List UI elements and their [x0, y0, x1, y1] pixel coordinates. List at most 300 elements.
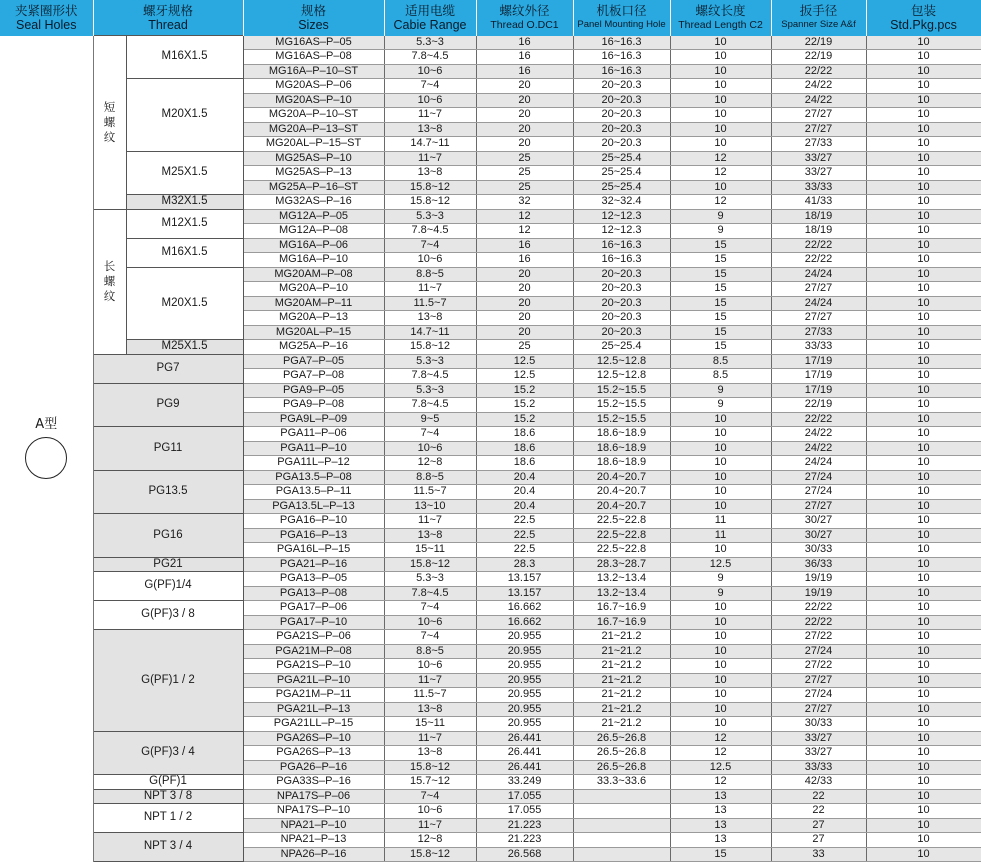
spanner-size-cell: 17/19	[771, 369, 866, 384]
spanner-size-cell: 22/19	[771, 36, 866, 50]
thread-length-cell: 10	[670, 543, 771, 558]
header-seal-holes: 夹紧圈形状 Seal Holes	[0, 0, 93, 36]
thread-length-cell: 13	[670, 833, 771, 848]
cable-range-cell: 14.7~11	[384, 137, 476, 152]
size-cell: MG20AM–P–11	[243, 296, 384, 311]
thread-spec-cell: M32X1.5	[126, 195, 243, 210]
thread-spec-cell: PG16	[93, 514, 243, 558]
size-cell: PGA11–P–06	[243, 427, 384, 442]
thread-od-cell: 20.955	[476, 659, 573, 674]
thread-od-cell: 25	[476, 340, 573, 355]
cable-range-cell: 11~7	[384, 514, 476, 529]
thread-od-cell: 17.055	[476, 789, 573, 804]
spanner-size-cell: 27/22	[771, 630, 866, 645]
thread-od-cell: 20.955	[476, 630, 573, 645]
panel-hole-cell: 21~21.2	[573, 702, 670, 717]
spanner-size-cell: 22/22	[771, 412, 866, 427]
std-pkg-cell: 10	[866, 717, 981, 732]
thread-spec-cell: M25X1.5	[126, 151, 243, 195]
size-cell: MG12A–P–05	[243, 209, 384, 224]
thread-od-cell: 26.568	[476, 847, 573, 862]
std-pkg-cell: 10	[866, 731, 981, 746]
size-cell: MG20AL–P–15	[243, 325, 384, 340]
spanner-size-cell: 30/33	[771, 717, 866, 732]
size-cell: PGA21S–P–06	[243, 630, 384, 645]
thread-od-cell: 16	[476, 253, 573, 268]
thread-length-cell: 15	[670, 311, 771, 326]
panel-hole-cell: 16~16.3	[573, 64, 670, 79]
header-panel-hole: 机板口径 Panel Mounting Hole	[573, 0, 670, 36]
cable-range-cell: 11~7	[384, 282, 476, 297]
panel-hole-cell: 25~25.4	[573, 340, 670, 355]
size-cell: MG20A–P–10–ST	[243, 108, 384, 123]
thread-length-cell: 9	[670, 209, 771, 224]
thread-od-cell: 26.441	[476, 760, 573, 775]
thread-od-cell: 33.249	[476, 775, 573, 790]
std-pkg-cell: 10	[866, 804, 981, 819]
seal-circle-icon	[25, 437, 67, 479]
header-thread-length: 螺纹长度 Thread Length C2	[670, 0, 771, 36]
cable-range-cell: 7.8~4.5	[384, 586, 476, 601]
size-cell: PGA11–P–10	[243, 441, 384, 456]
panel-hole-cell: 20~20.3	[573, 122, 670, 137]
panel-hole-cell: 33.3~33.6	[573, 775, 670, 790]
spanner-size-cell: 22/19	[771, 50, 866, 65]
table-row	[0, 833, 981, 848]
thread-length-cell: 10	[670, 717, 771, 732]
thread-od-cell: 22.5	[476, 514, 573, 529]
spanner-size-cell: 17/19	[771, 354, 866, 369]
thread-length-cell: 12	[670, 195, 771, 210]
thread-od-cell: 22.5	[476, 543, 573, 558]
spanner-size-cell: 22/19	[771, 398, 866, 413]
std-pkg-cell: 10	[866, 528, 981, 543]
thread-od-cell: 18.6	[476, 427, 573, 442]
table-row	[0, 383, 981, 398]
size-cell: PGA17–P–06	[243, 601, 384, 616]
thread-spec-cell: M16X1.5	[126, 238, 243, 267]
thread-length-cell: 13	[670, 804, 771, 819]
thread-spec-cell: PG11	[93, 427, 243, 471]
spanner-size-cell: 18/19	[771, 224, 866, 239]
thread-od-cell: 16.662	[476, 615, 573, 630]
table-row	[0, 354, 981, 369]
size-cell: NPA17S–P–06	[243, 789, 384, 804]
panel-hole-cell: 15.2~15.5	[573, 383, 670, 398]
thread-length-cell: 10	[670, 412, 771, 427]
panel-hole-cell: 20~20.3	[573, 311, 670, 326]
std-pkg-cell: 10	[866, 137, 981, 152]
thread-od-cell: 16	[476, 64, 573, 79]
cable-range-cell: 15.8~12	[384, 760, 476, 775]
panel-hole-cell: 32~32.4	[573, 195, 670, 210]
cable-range-cell: 10~6	[384, 615, 476, 630]
size-cell: PGA26S–P–13	[243, 746, 384, 761]
cable-range-cell: 11~7	[384, 108, 476, 123]
thread-od-cell: 20	[476, 93, 573, 108]
table-row	[0, 630, 981, 645]
thread-od-cell: 20	[476, 267, 573, 282]
thread-od-cell: 20.955	[476, 644, 573, 659]
panel-hole-cell: 22.5~22.8	[573, 528, 670, 543]
table-row	[0, 731, 981, 746]
size-cell: NPA21–P–13	[243, 833, 384, 848]
seal-shape-cell	[0, 36, 93, 862]
spanner-size-cell: 27	[771, 818, 866, 833]
thread-spec-cell: NPT 3 / 8	[93, 789, 243, 804]
panel-hole-cell: 20~20.3	[573, 267, 670, 282]
cable-range-cell: 8.8~5	[384, 470, 476, 485]
thread-length-cell: 9	[670, 383, 771, 398]
panel-hole-cell	[573, 789, 670, 804]
cable-range-cell: 5.3~3	[384, 383, 476, 398]
thread-od-cell: 25	[476, 166, 573, 181]
size-cell: PGA11L–P–12	[243, 456, 384, 471]
size-cell: MG16A–P–10–ST	[243, 64, 384, 79]
spanner-size-cell: 41/33	[771, 195, 866, 210]
cable-range-cell: 5.3~3	[384, 572, 476, 587]
std-pkg-cell: 10	[866, 818, 981, 833]
header-spanner-size: 扳手径 Spanner Size A&f	[771, 0, 866, 36]
thread-length-cell: 9	[670, 224, 771, 239]
std-pkg-cell: 10	[866, 354, 981, 369]
thread-length-cell: 10	[670, 36, 771, 50]
cable-range-cell: 5.3~3	[384, 354, 476, 369]
size-cell: PGA21S–P–10	[243, 659, 384, 674]
cable-range-cell: 10~6	[384, 659, 476, 674]
spanner-size-cell: 19/19	[771, 572, 866, 587]
spanner-size-cell: 24/22	[771, 441, 866, 456]
size-cell: MG16AS–P–05	[243, 36, 384, 50]
thread-spec-cell: PG21	[93, 557, 243, 572]
std-pkg-cell: 10	[866, 325, 981, 340]
size-cell: MG25AS–P–10	[243, 151, 384, 166]
spanner-size-cell: 27/24	[771, 688, 866, 703]
thread-spec-cell: M16X1.5	[126, 36, 243, 79]
size-cell: MG16AS–P–08	[243, 50, 384, 65]
panel-hole-cell: 18.6~18.9	[573, 427, 670, 442]
thread-length-cell: 10	[670, 702, 771, 717]
panel-hole-cell: 21~21.2	[573, 717, 670, 732]
size-cell: MG20AL–P–15–ST	[243, 137, 384, 152]
std-pkg-cell: 10	[866, 833, 981, 848]
spanner-size-cell: 22/22	[771, 601, 866, 616]
panel-hole-cell: 18.6~18.9	[573, 456, 670, 471]
std-pkg-cell: 10	[866, 760, 981, 775]
thread-length-cell: 13	[670, 789, 771, 804]
panel-hole-cell: 20~20.3	[573, 108, 670, 123]
std-pkg-cell: 10	[866, 383, 981, 398]
thread-spec-cell: M25X1.5	[126, 340, 243, 355]
cable-range-cell: 11~7	[384, 151, 476, 166]
table-row	[0, 572, 981, 587]
thread-length-cell: 9	[670, 572, 771, 587]
panel-hole-cell	[573, 833, 670, 848]
size-cell: PGA9L–P–09	[243, 412, 384, 427]
std-pkg-cell: 10	[866, 209, 981, 224]
cable-range-cell: 7~4	[384, 601, 476, 616]
cable-range-cell: 7.8~4.5	[384, 224, 476, 239]
std-pkg-cell: 10	[866, 267, 981, 282]
thread-od-cell: 20.4	[476, 485, 573, 500]
cable-range-cell: 15.8~12	[384, 180, 476, 195]
thread-od-cell: 18.6	[476, 456, 573, 471]
spanner-size-cell: 30/27	[771, 514, 866, 529]
panel-hole-cell: 22.5~22.8	[573, 514, 670, 529]
thread-length-cell: 12	[670, 166, 771, 181]
cable-range-cell: 8.8~5	[384, 644, 476, 659]
cable-range-cell: 7~4	[384, 789, 476, 804]
std-pkg-cell: 10	[866, 456, 981, 471]
cable-range-cell: 13~8	[384, 746, 476, 761]
thread-od-cell: 20	[476, 122, 573, 137]
std-pkg-cell: 10	[866, 470, 981, 485]
table-row	[0, 427, 981, 442]
thread-od-cell: 20	[476, 311, 573, 326]
size-cell: MG20A–P–10	[243, 282, 384, 297]
panel-hole-cell: 21~21.2	[573, 688, 670, 703]
thread-od-cell: 15.2	[476, 383, 573, 398]
spanner-size-cell: 36/33	[771, 557, 866, 572]
cable-range-cell: 15.8~12	[384, 557, 476, 572]
panel-hole-cell: 20~20.3	[573, 79, 670, 94]
cable-range-cell: 13~8	[384, 166, 476, 181]
spanner-size-cell: 42/33	[771, 775, 866, 790]
thread-spec-cell: G(PF)3 / 4	[93, 731, 243, 775]
thread-spec-cell: NPT 1 / 2	[93, 804, 243, 833]
thread-spec-cell: PG9	[93, 383, 243, 427]
size-cell: PGA21M–P–11	[243, 688, 384, 703]
thread-od-cell: 20	[476, 137, 573, 152]
spanner-size-cell: 24/24	[771, 456, 866, 471]
cable-range-cell: 7.8~4.5	[384, 50, 476, 65]
panel-hole-cell: 28.3~28.7	[573, 557, 670, 572]
thread-od-cell: 12.5	[476, 354, 573, 369]
thread-od-cell: 12	[476, 224, 573, 239]
std-pkg-cell: 10	[866, 296, 981, 311]
size-cell: PGA21LL–P–15	[243, 717, 384, 732]
thread-od-cell: 20	[476, 108, 573, 123]
thread-od-cell: 28.3	[476, 557, 573, 572]
spanner-size-cell: 27	[771, 833, 866, 848]
header-sizes: 规格 Sizes	[243, 0, 384, 36]
thread-length-cell: 12	[670, 775, 771, 790]
std-pkg-cell: 10	[866, 108, 981, 123]
std-pkg-cell: 10	[866, 485, 981, 500]
panel-hole-cell: 25~25.4	[573, 180, 670, 195]
thread-length-cell: 10	[670, 456, 771, 471]
spanner-size-cell: 27/27	[771, 702, 866, 717]
thread-od-cell: 16	[476, 36, 573, 50]
thread-od-cell: 20.955	[476, 688, 573, 703]
table-row	[0, 79, 981, 94]
std-pkg-cell: 10	[866, 122, 981, 137]
thread-length-cell: 10	[670, 122, 771, 137]
panel-hole-cell: 21~21.2	[573, 644, 670, 659]
table-row	[0, 514, 981, 529]
cable-range-cell: 7~4	[384, 427, 476, 442]
spanner-size-cell: 27/24	[771, 485, 866, 500]
thread-length-cell: 9	[670, 586, 771, 601]
size-cell: PGA21L–P–10	[243, 673, 384, 688]
std-pkg-cell: 10	[866, 601, 981, 616]
thread-od-cell: 20.955	[476, 702, 573, 717]
std-pkg-cell: 10	[866, 586, 981, 601]
thread-length-cell: 10	[670, 615, 771, 630]
size-cell: MG16A–P–06	[243, 238, 384, 253]
thread-spec-cell: G(PF)1 / 2	[93, 630, 243, 732]
panel-hole-cell: 22.5~22.8	[573, 543, 670, 558]
spanner-size-cell: 19/19	[771, 586, 866, 601]
size-cell: PGA21M–P–08	[243, 644, 384, 659]
cable-range-cell: 13~8	[384, 122, 476, 137]
cable-range-cell: 13~8	[384, 702, 476, 717]
thread-length-cell: 10	[670, 441, 771, 456]
header-row	[0, 0, 981, 36]
thread-length-cell: 10	[670, 427, 771, 442]
thread-od-cell: 32	[476, 195, 573, 210]
cable-range-cell: 13~8	[384, 528, 476, 543]
std-pkg-cell: 10	[866, 659, 981, 674]
spanner-size-cell: 24/22	[771, 427, 866, 442]
thread-od-cell: 25	[476, 180, 573, 195]
spanner-size-cell: 27/22	[771, 659, 866, 674]
thread-length-cell: 8.5	[670, 354, 771, 369]
thread-spec-cell: M12X1.5	[126, 209, 243, 238]
std-pkg-cell: 10	[866, 151, 981, 166]
std-pkg-cell: 10	[866, 180, 981, 195]
header-cable-range: 适用电缆 Cabie Range	[384, 0, 476, 36]
thread-length-cell: 10	[670, 180, 771, 195]
thread-length-cell: 15	[670, 847, 771, 862]
table-row	[0, 151, 981, 166]
table-row	[0, 36, 981, 50]
panel-hole-cell: 16~16.3	[573, 253, 670, 268]
thread-length-cell: 10	[670, 601, 771, 616]
std-pkg-cell: 10	[866, 311, 981, 326]
thread-length-cell: 10	[670, 93, 771, 108]
thread-od-cell: 20	[476, 282, 573, 297]
thread-od-cell: 13.157	[476, 586, 573, 601]
thread-length-cell: 10	[670, 64, 771, 79]
thread-od-cell: 21.223	[476, 818, 573, 833]
cable-range-cell: 11.5~7	[384, 688, 476, 703]
spanner-size-cell: 22/22	[771, 64, 866, 79]
spanner-size-cell: 22/22	[771, 615, 866, 630]
std-pkg-cell: 10	[866, 253, 981, 268]
std-pkg-cell: 10	[866, 79, 981, 94]
thread-od-cell: 16	[476, 50, 573, 65]
std-pkg-cell: 10	[866, 282, 981, 297]
spanner-size-cell: 24/24	[771, 267, 866, 282]
thread-length-cell: 15	[670, 282, 771, 297]
cable-range-cell: 10~6	[384, 804, 476, 819]
panel-hole-cell: 13.2~13.4	[573, 572, 670, 587]
thread-length-cell: 12.5	[670, 760, 771, 775]
size-cell: MG25AS–P–13	[243, 166, 384, 181]
cable-range-cell: 12~8	[384, 833, 476, 848]
panel-hole-cell: 16.7~16.9	[573, 601, 670, 616]
header-thread-od: 螺纹外径 Thread O.DC1	[476, 0, 573, 36]
panel-hole-cell: 13.2~13.4	[573, 586, 670, 601]
spanner-size-cell: 24/22	[771, 79, 866, 94]
std-pkg-cell: 10	[866, 514, 981, 529]
size-cell: PGA13–P–05	[243, 572, 384, 587]
size-cell: MG12A–P–08	[243, 224, 384, 239]
spanner-size-cell: 27/27	[771, 673, 866, 688]
size-cell: MG25A–P–16–ST	[243, 180, 384, 195]
panel-hole-cell: 12.5~12.8	[573, 369, 670, 384]
std-pkg-cell: 10	[866, 36, 981, 50]
thread-length-cell: 12	[670, 151, 771, 166]
spanner-size-cell: 22	[771, 804, 866, 819]
table-row	[0, 209, 981, 224]
panel-hole-cell: 16~16.3	[573, 50, 670, 65]
panel-hole-cell: 15.2~15.5	[573, 398, 670, 413]
panel-hole-cell: 21~21.2	[573, 659, 670, 674]
panel-hole-cell: 20~20.3	[573, 93, 670, 108]
size-cell: PGA7–P–08	[243, 369, 384, 384]
cable-range-cell: 12~8	[384, 456, 476, 471]
table-row	[0, 470, 981, 485]
thread-od-cell: 22.5	[476, 528, 573, 543]
short-thread-group: 短 螺 纹	[93, 36, 126, 210]
size-cell: PGA7–P–05	[243, 354, 384, 369]
thread-length-cell: 15	[670, 238, 771, 253]
spanner-size-cell: 24/24	[771, 296, 866, 311]
std-pkg-cell: 10	[866, 224, 981, 239]
thread-length-cell: 10	[670, 630, 771, 645]
thread-length-cell: 10	[670, 688, 771, 703]
thread-od-cell: 18.6	[476, 441, 573, 456]
spanner-size-cell: 18/19	[771, 209, 866, 224]
std-pkg-cell: 10	[866, 673, 981, 688]
thread-length-cell: 9	[670, 398, 771, 413]
thread-length-cell: 15	[670, 267, 771, 282]
panel-hole-cell: 21~21.2	[573, 630, 670, 645]
panel-hole-cell	[573, 847, 670, 862]
thread-spec-cell: G(PF)3 / 8	[93, 601, 243, 630]
thread-length-cell: 10	[670, 50, 771, 65]
cable-range-cell: 7.8~4.5	[384, 398, 476, 413]
size-cell: PGA9–P–05	[243, 383, 384, 398]
table-row	[0, 238, 981, 253]
cable-range-cell: 14.7~11	[384, 325, 476, 340]
std-pkg-cell: 10	[866, 64, 981, 79]
cable-range-cell: 15.8~12	[384, 195, 476, 210]
thread-od-cell: 26.441	[476, 731, 573, 746]
panel-hole-cell: 16~16.3	[573, 36, 670, 50]
std-pkg-cell: 10	[866, 369, 981, 384]
thread-od-cell: 12.5	[476, 369, 573, 384]
spanner-size-cell: 24/22	[771, 93, 866, 108]
thread-length-cell: 8.5	[670, 369, 771, 384]
spanner-size-cell: 27/27	[771, 122, 866, 137]
size-cell: NPA26–P–16	[243, 847, 384, 862]
header-thread: 螺牙规格 Thread	[93, 0, 243, 36]
table-row	[0, 195, 981, 210]
panel-hole-cell: 25~25.4	[573, 151, 670, 166]
thread-od-cell: 20	[476, 325, 573, 340]
cable-range-cell: 7~4	[384, 79, 476, 94]
spanner-size-cell: 22/22	[771, 238, 866, 253]
thread-spec-cell: G(PF)1/4	[93, 572, 243, 601]
size-cell: PGA16–P–10	[243, 514, 384, 529]
size-cell: PGA16–P–13	[243, 528, 384, 543]
size-cell: PGA21L–P–13	[243, 702, 384, 717]
thread-length-cell: 12	[670, 731, 771, 746]
spanner-size-cell: 33/27	[771, 151, 866, 166]
